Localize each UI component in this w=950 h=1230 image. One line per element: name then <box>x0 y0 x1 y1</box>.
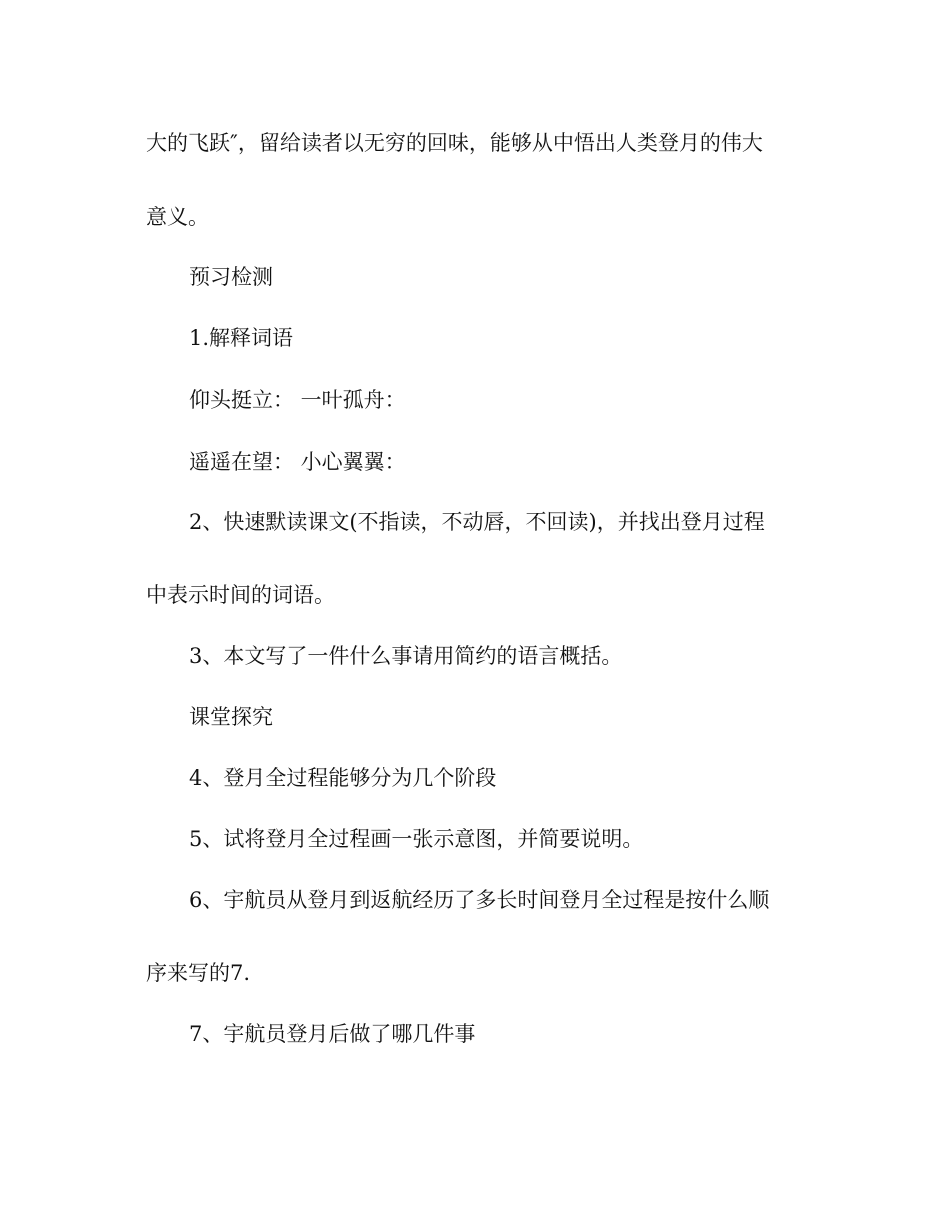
question-1-title: 1.解释词语 <box>189 326 294 350</box>
question-6: 6、宇航员从登月到返航经历了多长时间登月全过程是按什么顺 <box>189 888 770 912</box>
question-2-continued: 中表示时间的词语。 <box>146 583 335 607</box>
vocab-line: 遥遥在望： 小心翼翼： <box>189 450 406 474</box>
paragraph-line: 意义。 <box>146 205 209 229</box>
question-6-continued: 序来写的7. <box>146 961 251 985</box>
question-3: 3、本文写了一件什么事请用简约的语言概括。 <box>189 644 623 668</box>
question-7: 7、宇航员登月后做了哪几件事 <box>189 1022 476 1046</box>
section-heading-inquiry: 课堂探究 <box>189 705 273 729</box>
paragraph-line: 大的飞跃″，留给读者以无穷的回味，能够从中悟出人类登月的伟大 <box>146 131 763 155</box>
question-5: 5、试将登月全过程画一张示意图，并简要说明。 <box>189 827 644 851</box>
vocab-line: 仰头挺立： 一叶孤舟： <box>189 388 406 412</box>
question-4: 4、登月全过程能够分为几个阶段 <box>189 766 497 790</box>
section-heading-preview: 预习检测 <box>189 265 273 289</box>
question-2: 2、快速默读课文(不指读，不动唇，不回读)，并找出登月过程 <box>189 510 765 534</box>
